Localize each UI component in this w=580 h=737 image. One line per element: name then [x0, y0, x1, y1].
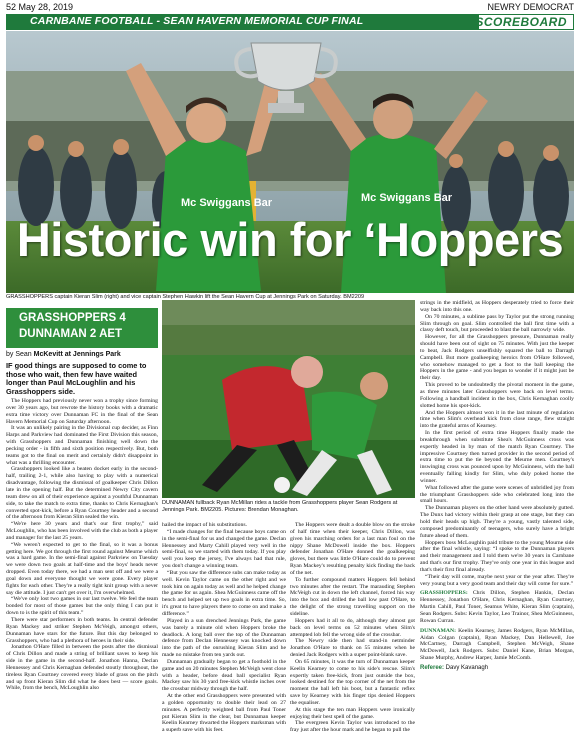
paragraph: Played in a sun drenched Jennings Park, the game was barely a minute old when Hoppers broke the deadlock. A long ball over the top of the Dunnaman defence from Declan Hennessey was knocked down into the path of the onrushing Kieran Slim and he made no mistake from ten yards out.	[162, 617, 286, 659]
paragraph: The Hoppers were dealt a double blow on the stroke of half time when their keeper, Chris Dillon, was given his marching orders for a last man foul on the nippy Shane McDowell inside the box. Hoppers defender Jonathan O'Hare donned the goalkeeping gloves, but there was little O'Hare could do to prevent Ryan Mackey's resulting penalty kick finding the back of the net.	[290, 522, 415, 576]
scoreboard-label: SCOREBOARD	[475, 15, 567, 29]
paragraph: This proved to be undoubtedly the pivotal moment in the game, as three minutes later Grasshoppers were back on level terms. Following a handball incident in the box, Chris Kernaghan coolly slotted home his spot-kick.	[420, 382, 574, 409]
paragraph: To further compound matters Hoppers fell behind two minutes after the restart. The marauding Stephen McVeigh cut in down the left channel, forced his way into the box and drilled the ball low past O'Hare, to the delight of the strong travelling support on the sideline.	[290, 576, 415, 617]
paragraph: What followed after the game were scenes of unbridled joy from the triumphant Grasshoppers side who celebrated long into the small hours.	[420, 484, 574, 505]
paragraph: “We've only lost two games in our last twelve. We feel the team bonded for most of those games but the only thing I can put it down to is the spirit of this team.”	[6, 596, 158, 617]
paragraph: “But you saw the difference subs can make today as well. Kevin Taylor came on the other right and we took him on again today as well and he helped change the game for us again. Shea McGuinness came off the bench and helped set up two goals in extra time. So, it's great to have players there to come on and make a difference.”	[162, 569, 286, 617]
article-intro: IF good things are supposed to come to those who wait, then few have waited longer than Paul McLoughlin and his Grasshoppers side.	[6, 361, 147, 396]
paragraph: On 70 minutes, a sublime pass by Taylor put the strong running Slim through on goal. Slim controlled the ball first time with a classy deft touch, but proceeded to blast the ball narrowly wide.	[420, 313, 574, 334]
paragraph: “We weren't expected to get to the final, so it was a bonus getting here. We got through the first round against Meurne which was a hard game. In the semi-final against Parkview on Tuesday we were down two goals at half-time and the boys' heads never dropped. Even today there, we had a man sent off and we were a goal down and everyone thought we were gone. Every player fights for each other. They're a really tight knit group with a never say die attitude. I just can't get over it, I'm overwhelmed.	[6, 541, 158, 596]
byline-author: McKevitt at Jennings Park	[33, 351, 121, 358]
paragraph: strings in the midfield, as Hoppers desperately tried to force their way back into this one.	[420, 300, 574, 313]
article-column-4	[420, 300, 574, 737]
match-photo	[162, 300, 415, 498]
paragraph: At the other end Grasshoppers were presented with a golden opportunity to double their lead on 27 minutes. A perfectly weighted ball from Paul Toner put Kieran Slim in the clear, but Dunnaman keeper Keelin Kearney thwarted the Hoppers marksman with a superb save with his feet.	[162, 693, 286, 734]
paragraph: The evergreen Kevin Taylor was introduced to the fray just after the hour mark and he began to pull the	[290, 720, 415, 734]
byline-prefix: by Sean	[6, 351, 34, 358]
paragraph: Hoppers had it all to do, although they almost got back on level terms on 52 minutes when Slim's attempted lob fell the wrong side of the crossbar.	[290, 617, 415, 638]
match-photo-illustration	[162, 300, 415, 498]
headline: Historic win for ‘Hoppers	[16, 213, 564, 266]
team-label-dunnaman: DUNNAMAN:	[420, 627, 457, 634]
paragraph: The Dunnaman players on the other hand were absolutely gutted. The Dunx had victory within their grasp at one stage, but they can hold their heads up high. They're a young, vastly talented side, composed predominantly of teenagers, who surely have a bright future ahead of them.	[420, 505, 574, 539]
publication-name: NEWRY DEMOCRAT	[487, 2, 574, 12]
paragraph: “Their day will come, maybe next year or the year after. They're very young but a very good team and their day will come for sure.”	[420, 573, 574, 587]
team-players-grasshoppers: Chris Dillon, Stephen Hankin, Declan Hennessey, Jonathon O'Hare, Chris Kernaghan, Ryan Courtney, Martin Cahill, Paul Toner, Seamus White, Kieran Slim (captain), Sean Rodgers. Subs: Kevin Taylor, Leo Trainor, Shea McGuinness, Rowan Curran.	[420, 590, 574, 624]
referee-name: Davy Kavanagh	[444, 664, 489, 671]
team-list-dunnaman	[420, 628, 574, 662]
article-column-1	[6, 398, 158, 737]
paragraph: hailed the impact of his substitutions.	[162, 522, 247, 528]
paragraph: There were star performers in both teams. In central defender Ryan Mackey and striker Stephen McVeigh, amongst others, Dunnaman have stars for the future. But this day belonged to Grasshoppers, who had a plethora of heroes in their side.	[6, 617, 158, 644]
score-line-2: DUNNAMAN 2 AET	[19, 328, 123, 340]
paragraph: It was an unlikely pairing in the Divisional cup decider, as Finn Harps and Parkview had dominated the First Division this season, with Grasshoppers and Dunnaman finishing well down the pecking order - in fifth and sixth position respectively. But, both teams got to the final on merit and certainly didn't disappoint in what was a thrilling encounter.	[6, 425, 158, 466]
paragraph: Dunnaman gradually began to get a foothold in the game and on 20 minutes Stephen McVeigh went close with a header, before dead ball specialist Ryan Mackey saw his 30 yard free-kick whistle inches over the crossbar midway through the half.	[162, 658, 286, 693]
article-column-2	[162, 522, 286, 737]
paragraph: The Hoppers had previously never won a trophy since forming over 30 years ago, but rewrote the history books with a dramatic extra time victory over Dunnaman FC in the final of the Sean Havern Memorial Cup on Saturday afternoon.	[6, 398, 158, 425]
score-line-1: GRASSHOPPERS 4	[19, 312, 126, 324]
paragraph: On 65 minutes, it was the turn of Dunnaman keeper Keelin Kearney to come to his side's rescue. Slim's expertly taken free-kick, from just outside the box, looked destined for the top corner of the net from the moment the ball left his boot, but a fantastic reflex save by Kearney with his finger tips denied Hoppers the equaliser.	[290, 658, 415, 706]
paragraph: “We're here 30 years and that's our first trophy,” said McLoughlin, who has been involved with the club as both a player and manager for the last 25 years.	[6, 521, 158, 541]
paragraph: And the Hoppers almost won it in the last minute of regulation time when Slim's overhead kick from close range, flew straight into the grateful arms of Kearney.	[420, 409, 574, 430]
football-icon	[274, 477, 290, 493]
section-bar	[6, 14, 574, 30]
referee-label: Referee:	[420, 664, 445, 671]
paragraph: At this stage the ten man Hoppers were ironically enjoying their best spell of the game.	[290, 706, 415, 720]
paragraph: “I made changes for the final because boys came on in the semi-final for us and changed the game. Declan Hennessey and Marty Cahill played very well in the semi-final, so we started with them today. If you play well you keep the jersey, I've always had that rule, you don't change a winning team.	[162, 528, 286, 570]
hero-jersey-text-left: Mc Swiggans Bar	[181, 197, 273, 209]
team-label-grasshoppers: GRASSHOPPERS:	[420, 590, 468, 597]
paragraph: However, for all the Grasshoppers pressure, Dunnaman really should have been out of sight on 75 minutes. With just the keeper to beat, Jack Rodgers unselfishly squared the ball to Darragh Campbell. But more goalkeeping heroics from O'Hare followed, who somehow managed to get a foot to the ball keeping the Hoppers in the game - and you began to wonder if it might just be their day.	[420, 334, 574, 382]
article-column-3	[290, 522, 415, 737]
paragraph: The Newry side then had stand-in netminder Jonathon O'Hare to thank on 55 minutes when he denied Jack Rodgers with a super point-blank save.	[290, 638, 415, 659]
page-header	[6, 2, 574, 14]
hero-caption: GRASSHOPPERS captain Kieran Slim (right) and vice captain Stephen Hawkin lift the Sean Havern Cup at Jennings Park on Saturday. BM2209	[6, 294, 365, 300]
hero-jersey-text-right: Mc Swiggans Bar	[361, 192, 453, 204]
paragraph: Hoppers boss McLoughlin paid tribute to the young Mourne side after the final whistle, saying: “I spoke to the Dunnaman players and their management and I told them we're 30 years in Carnbane and that's our first trophy. They've only one year in this league and that's their first final already.	[420, 539, 574, 573]
match-photo-caption: DUNNAMAN fullback Ryan McMillan rides a tackle from Grasshoppers player Sean Rodgers at Jennings Park. BM2205. Pictures: Brendan Monaghan.	[162, 500, 398, 513]
referee-line	[420, 665, 574, 672]
score-box	[6, 308, 158, 348]
paragraph: Jonathon O'Hare filled in between the posts after the dismissal of Chris Dillon and made a string of brilliant saves to keep his side in the game in the second-half. Jonathon Hanna, Declan Hennessey and Chris Kernaghan defended stoutly throughout, the tireless Ryan Courtney covered every blade of grass on the pitch and up front Kieran Slim did what he does best — score goals. While, from the bench, McLoughlin also	[6, 644, 158, 692]
page-date: 52 May 28, 2019	[6, 2, 74, 12]
team-players-dunnaman: Keelin Kearney, James Rodgers, Ryan McMillan, Aidan Colgan (captain), Ryan Mackey, Dan Hellewell, Joe McCartney, Darragh Campbell, Stephen McVeigh, Shane McDowell, Jack Rodgers. Subs: Daniel Kane, Brian Morgan, Shane Murphy, Andrew Harper, Jamie McComb.	[420, 627, 574, 662]
team-list-grasshoppers	[420, 590, 574, 624]
scoreboard-label-box	[475, 14, 574, 30]
section-title: CARNBANE FOOTBALL - SEAN HAVERN MEMORIAL CUP FINAL	[30, 15, 364, 27]
paragraph: Grasshoppers looked like a beaten docket early in the second-half, trailing 2-1, while also having to play with a numerical disadvantage, following the dismissal of goalkeeper Chris Dillon late in the opening half. But the determined Newry City cavern team drew on all of their experience against a youthful Dunnaman side, to take the match to extra time, thanks to Chris Kernaghan's converted spot-kick, before a Ryan Courtney header and a second of the afternoon from Kieran Slim sealed the win.	[6, 466, 158, 521]
byline	[6, 351, 158, 358]
paragraph: In the first period of extra time Hoppers finally made the breakthrough when substitute Shea's McGuinness cross was expertly headed in by man of the match Ryan Courtney. The impressive Courtney then turned provider in the second period of extra time to put the tie beyond the Meurne men. Courtney's inswinging cross was pounced upon by McGuinness, with the ball eventually falling kindly for Slim, who duly poked home the winner.	[420, 430, 574, 484]
